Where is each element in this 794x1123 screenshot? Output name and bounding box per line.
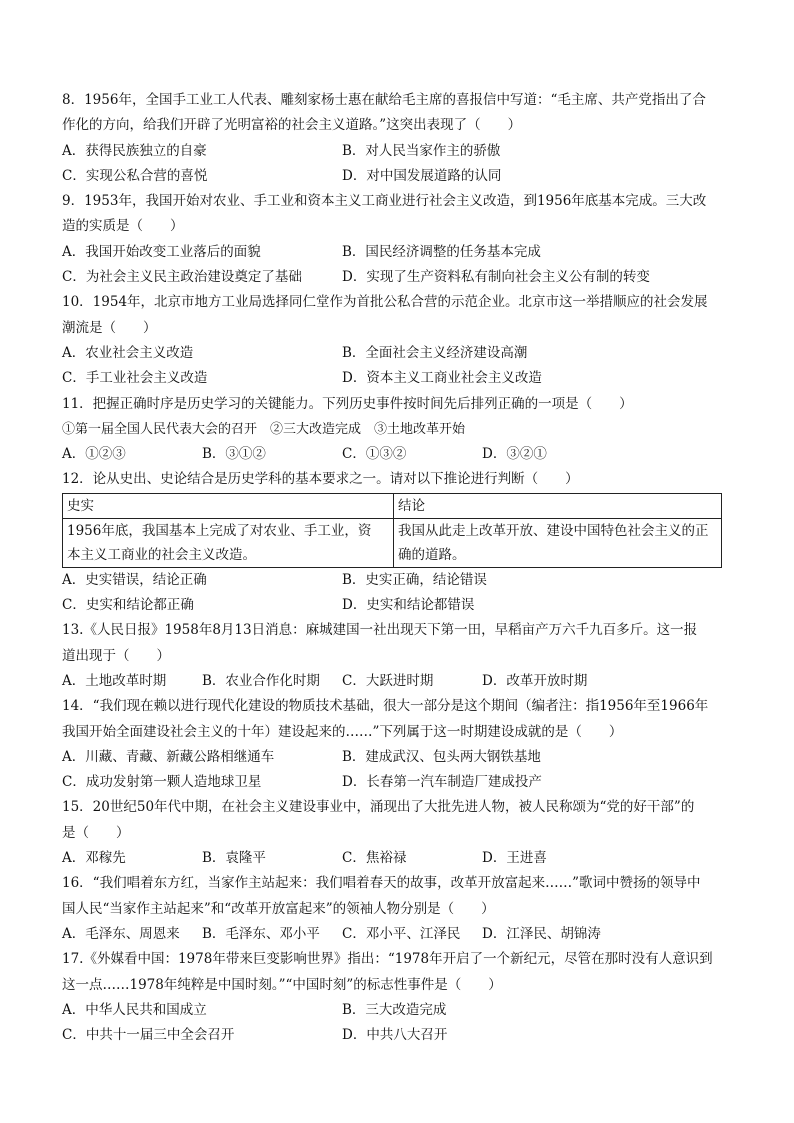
question-17 — [62, 947, 732, 1048]
cell-line: 我国从此走上改革开放、建设中国特色社会主义的正 — [398, 522, 709, 539]
option-c: C．史实和结论都正确 — [62, 597, 194, 614]
option-a: A．川藏、青藏、新藏公路相继通车 — [62, 748, 275, 765]
option-b: B．袁隆平 — [202, 850, 266, 867]
fact-conclusion-table — [62, 493, 722, 568]
option-d: D．改革开放时期 — [482, 672, 588, 689]
option-a: A．土地改革时期 — [62, 672, 167, 689]
cell-line: 本主义工商业的社会主义改造。 — [67, 546, 256, 563]
question-10 — [62, 290, 732, 391]
option-b: B．建成武汉、包头两大钢铁基地 — [342, 748, 541, 765]
option-d: D．③②① — [482, 446, 547, 463]
option-c: C．成功发射第一颗人造地球卫星 — [62, 774, 262, 791]
table-cell-fact — [63, 518, 394, 567]
question-stem: 这一点……1978年纯粹是中国时刻。”“中国时刻”的标志性事件是（ ） — [62, 976, 502, 993]
option-d: D．江泽民、胡锦涛 — [482, 925, 601, 942]
option-b: B．史实正确，结论错误 — [342, 571, 487, 588]
question-stem: 潮流是（ ） — [62, 319, 157, 336]
option-d: D．史实和结论都错误 — [342, 597, 475, 614]
option-a: A．毛泽东、周恩来 — [62, 925, 180, 942]
option-b: B．毛泽东、邓小平 — [202, 925, 320, 942]
event-list: ①第一届全国人民代表大会的召开 ②三大改造完成 ③土地改革开始 — [62, 421, 466, 437]
question-stem: 17.《外媒看中国：1978年带来巨变影响世界》指出：“1978年开启了一个新纪元，尽管在那时没有人意识到 — [62, 951, 713, 968]
option-c: C．邓小平、江泽民 — [342, 925, 461, 942]
question-14 — [62, 694, 732, 795]
option-d: D．实现了生产资料私有制向社会主义公有制的转变 — [342, 269, 650, 286]
question-stem: 造的实质是（ ） — [62, 218, 184, 235]
option-a: A．邓稼先 — [62, 850, 126, 867]
option-d: D．王进喜 — [482, 850, 547, 867]
option-c: C．中共十一届三中全会召开 — [62, 1027, 235, 1044]
question-stem: 14．“我们现在赖以进行现代化建设的物质技术基础，很大一部分是这个期间（编者注：指1956年至1966年 — [62, 698, 709, 715]
question-stem: 9．1953年，我国开始对农业、手工业和资本主义工商业进行社会主义改造，到1956年底基本完成。三大改 — [62, 193, 707, 210]
question-12 — [62, 467, 732, 618]
option-d: D．中共八大召开 — [342, 1027, 448, 1044]
option-b: B．三大改造完成 — [342, 1001, 447, 1018]
question-9 — [62, 189, 732, 290]
option-a: A．史实错误，结论正确 — [62, 571, 207, 588]
option-c: C．手工业社会主义改造 — [62, 370, 208, 387]
cell-line: 确的道路。 — [398, 546, 466, 563]
option-d: D．资本主义工商业社会主义改造 — [342, 370, 542, 387]
table-cell-conclusion — [394, 518, 722, 567]
option-a: A．①②③ — [62, 446, 126, 463]
question-stem: 道出现于（ ） — [62, 647, 170, 664]
option-d: D．长春第一汽车制造厂建成投产 — [342, 774, 542, 791]
question-11 — [62, 392, 732, 468]
question-stem: 10．1954年，北京市地方工业局选择同仁堂作为首批公私合营的示范企业。北京市这一举措顺应的社会发展 — [62, 294, 708, 311]
option-c: C．焦裕禄 — [342, 850, 407, 867]
exam-page — [62, 88, 732, 1048]
question-stem: 15．20世纪50年代中期，在社会主义建设事业中，涌现出了大批先进人物，被人民称颂为“党的好干部”的 — [62, 799, 695, 816]
table-header-fact: 史实 — [63, 493, 394, 518]
question-16 — [62, 871, 732, 947]
option-c: C．大跃进时期 — [342, 672, 434, 689]
option-b: B．全面社会主义经济建设高潮 — [342, 344, 528, 361]
option-b: B．国民经济调整的任务基本完成 — [342, 243, 541, 260]
option-c: C．①③② — [342, 446, 407, 463]
option-a: A．获得民族独立的自豪 — [62, 142, 207, 159]
question-8 — [62, 88, 732, 189]
question-stem: 16．“我们唱着东方红，当家作主站起来：我们唱着春天的故事，改革开放富起来……”歌词中赞扬的领导中 — [62, 875, 701, 892]
option-b: B．农业合作化时期 — [202, 672, 320, 689]
option-b: B．③①② — [202, 446, 266, 463]
table-header-conclusion: 结论 — [394, 493, 722, 518]
question-15 — [62, 795, 732, 871]
option-a: A．农业社会主义改造 — [62, 344, 194, 361]
question-stem: 8．1956年，全国手工业工人代表、雕刻家杨士惠在献给毛主席的喜报信中写道：“毛主席、共产党指出了合 — [62, 92, 706, 108]
option-c: C．实现公私合营的喜悦 — [62, 167, 208, 184]
question-stem: 国人民“当家作主站起来”和“改革开放富起来”的领袖人物分别是（ ） — [62, 900, 495, 917]
option-b: B．对人民当家作主的骄傲 — [342, 142, 501, 159]
option-a: A．我国开始改变工业落后的面貌 — [62, 243, 261, 260]
question-13 — [62, 618, 732, 694]
question-stem: 作化的方向，给我们开辟了光明富裕的社会主义道路。”这突出表现了（ ） — [62, 117, 522, 134]
question-stem: 我国开始全面建设社会主义的十年）建设起来的……”下列属于这一时期建设成就的是（ ） — [62, 723, 623, 740]
option-a: A．中华人民共和国成立 — [62, 1001, 207, 1018]
question-stem: 12．论从史出、史论结合是历史学科的基本要求之一。请对以下推论进行判断（ ） — [62, 471, 579, 488]
option-d: D．对中国发展道路的认同 — [342, 167, 502, 184]
question-stem: 是（ ） — [62, 824, 130, 841]
question-stem: 11．把握正确时序是历史学习的关键能力。下列历史事件按时间先后排列正确的一项是（ ） — [62, 395, 633, 412]
cell-line: 1956年底，我国基本上完成了对农业、手工业，资 — [67, 522, 372, 539]
option-c: C．为社会主义民主政治建设奠定了基础 — [62, 269, 302, 286]
question-stem: 13.《人民日报》1958年8月13日消息：麻城建国一社出现天下第一田，早稻亩产万六千九百多斤。这一报 — [62, 622, 698, 639]
